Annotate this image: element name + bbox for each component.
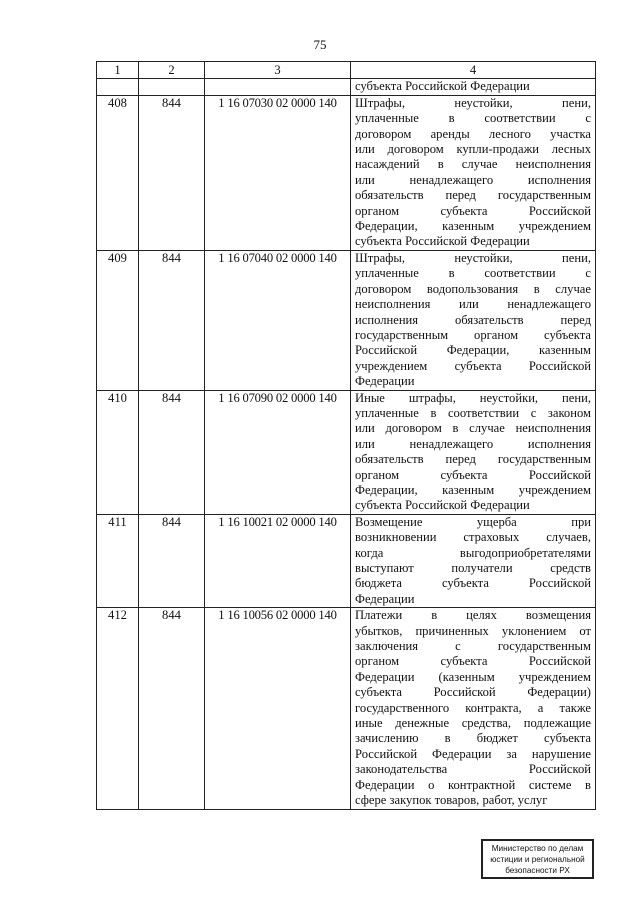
description-line: субъекта Российской Федерации (355, 498, 530, 513)
row-admin-code: 844 (139, 250, 205, 390)
row-admin-code: 844 (139, 608, 205, 809)
description-line: уплаченные в соответствии с законом (355, 405, 591, 420)
row-number: 412 (97, 608, 139, 809)
description-line: законодательства Российской (355, 762, 591, 777)
row-kbk-code: 1 16 07030 02 0000 140 (205, 95, 351, 250)
description-line: зачислению в бюджет субъекта (355, 731, 591, 746)
row-number: 410 (97, 390, 139, 514)
row-admin-code: 844 (139, 95, 205, 250)
stamp-line: юстиции и региональной (490, 855, 585, 864)
row-number: 408 (97, 95, 139, 250)
description-line: органом субъекта Российской (355, 654, 591, 669)
description-line: исполнения обязательств перед (355, 312, 591, 327)
description-line: Российской Федерации за нарушение (355, 746, 591, 761)
row-description (351, 95, 596, 250)
description-line: иные денежные средства, подлежащие (355, 716, 591, 731)
description-line: обязательств перед государственным (355, 452, 591, 467)
description-line: обязательств перед государственным (355, 188, 591, 203)
description-line: когда выгодоприобретателями (355, 545, 591, 560)
description-line: или ненадлежащего исполнения (355, 172, 591, 187)
description-line: или ненадлежащего исполнения (355, 436, 591, 451)
description-line: Федерации (355, 374, 415, 389)
row-number: 411 (97, 514, 139, 607)
stamp-line: безопасности РХ (505, 866, 570, 875)
description-line: субъекта Российской Федерации (355, 234, 530, 249)
description-line: уплаченные в соответствии с (355, 266, 591, 281)
row-admin-code: 844 (139, 514, 205, 607)
description-line: Федерации (казенным учреждением (355, 669, 591, 684)
ministry-stamp (481, 839, 594, 879)
description-line: Штрафы, неустойки, пени, (355, 95, 591, 110)
row-admin-code: 844 (139, 390, 205, 514)
description-line: выступают получатели средств (355, 561, 591, 575)
table-row (97, 514, 596, 607)
budget-codes-table (96, 61, 596, 810)
description-line: Иные штрафы, неустойки, пени, (355, 390, 591, 405)
page-number: 75 (313, 37, 327, 52)
description-line: Федерации, казенным учреждением (355, 482, 591, 497)
table-row (97, 95, 596, 250)
description-line: возникновении страховых случаев, (355, 530, 591, 545)
header-col-3: 3 (205, 62, 351, 79)
row-description (351, 608, 596, 809)
description-line: неисполнения или ненадлежащего (355, 297, 591, 312)
table-row (97, 250, 596, 390)
row-number: 409 (97, 250, 139, 390)
row-description (351, 250, 596, 390)
description-line: органом субъекта Российской (355, 203, 591, 218)
description-line: Федерации (355, 591, 415, 606)
description-line: государственным органом субъекта (355, 327, 591, 342)
description-line: бюджета субъекта Российской (355, 576, 591, 591)
continuation-text: субъекта Российской Федерации (351, 79, 596, 95)
table-row (97, 608, 596, 809)
continuation-row (97, 79, 596, 95)
row-kbk-code: 1 16 07090 02 0000 140 (205, 390, 351, 514)
description-line: насаждений в случае неисполнения (355, 157, 591, 172)
table-row (97, 390, 596, 514)
description-line: Российской Федерации, казенным (355, 343, 591, 358)
description-line: Возмещение ущерба при (355, 514, 591, 529)
description-line: Штрафы, неустойки, пени, (355, 250, 591, 265)
description-line: сфере закупок товаров, работ, услуг (355, 793, 548, 808)
description-line: или договором купли-продажи лесных (355, 142, 591, 157)
description-line: субъекта Российской Федерации) (355, 685, 591, 700)
description-line: заключения с государственным (355, 639, 591, 654)
header-row (97, 62, 596, 79)
row-description (351, 390, 596, 514)
row-kbk-code: 1 16 10021 02 0000 140 (205, 514, 351, 607)
description-line: Федерации, казенным учреждением (355, 219, 591, 234)
row-kbk-code: 1 16 10056 02 0000 140 (205, 608, 351, 809)
header-col-2: 2 (139, 62, 205, 79)
row-kbk-code: 1 16 07040 02 0000 140 (205, 250, 351, 390)
description-line: убытков, причиненных уклонением от (355, 623, 591, 638)
description-line: договором аренды лесного участка (355, 126, 591, 141)
description-line: Платежи в целях возмещения (355, 608, 591, 623)
description-line: государственного контракта, а также (355, 700, 591, 715)
description-line: Федерации о контрактной системе в (355, 777, 591, 792)
description-line: или договором в случае неисполнения (355, 421, 591, 436)
description-line: договором водопользования в случае (355, 281, 591, 296)
header-col-4: 4 (351, 62, 596, 79)
description-line: органом субъекта Российской (355, 467, 591, 482)
header-col-1: 1 (97, 62, 139, 79)
row-description (351, 514, 596, 607)
description-line: уплаченные в соответствии с (355, 111, 591, 126)
stamp-line: Министерство по делам (491, 844, 584, 853)
description-line: учреждением субъекта Российской (355, 358, 591, 373)
